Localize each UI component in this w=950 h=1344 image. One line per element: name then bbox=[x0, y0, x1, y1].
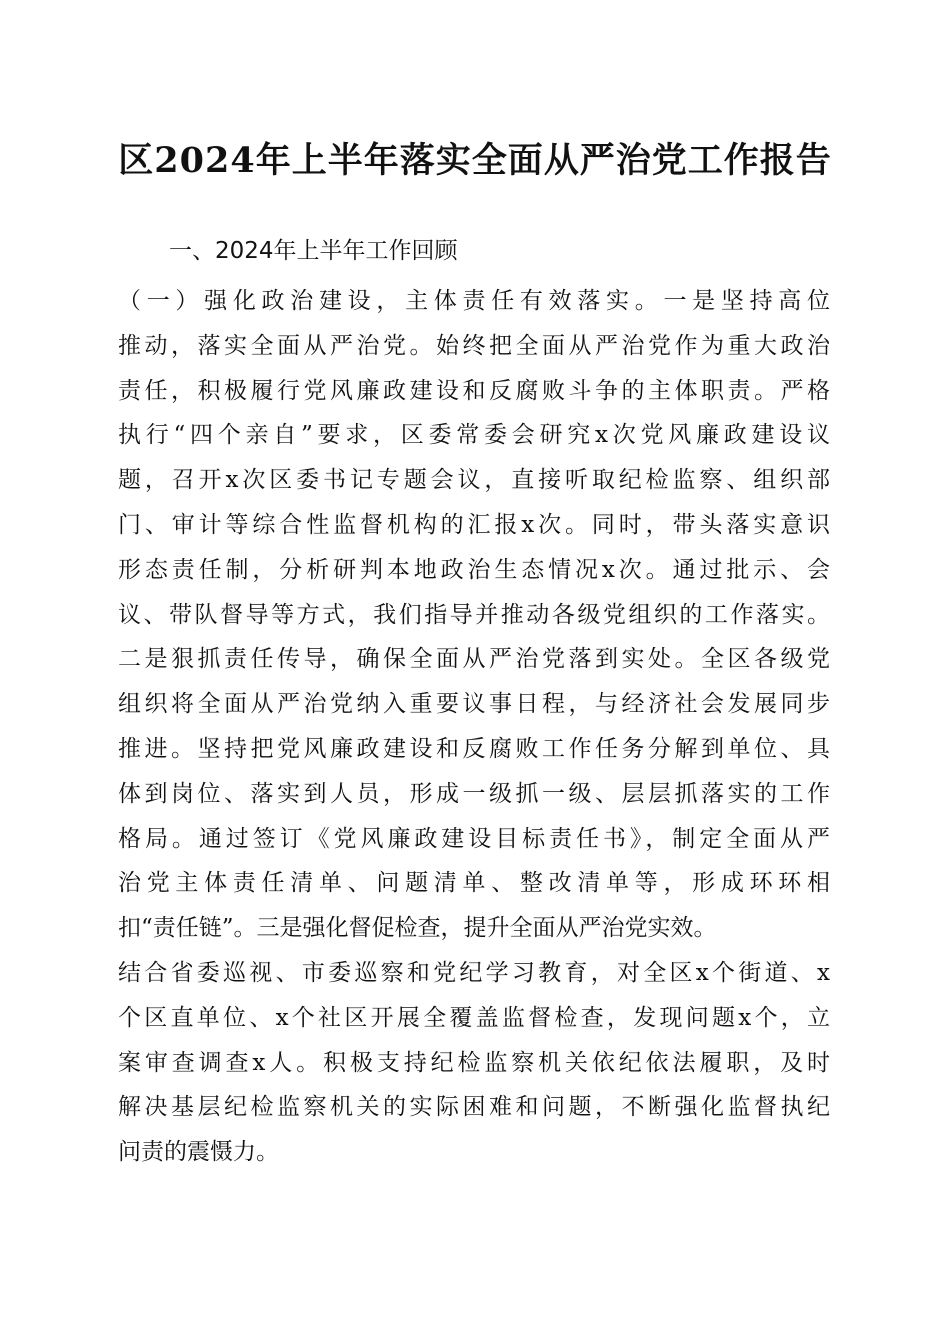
paragraph-line: 议、带队督导等方式，我们指导并推动各级党组织的工作落实。 bbox=[118, 601, 830, 628]
section-heading: 一、2024年上半年工作回顾 bbox=[169, 238, 458, 264]
paragraph-line: 责任，积极履行党风廉政建设和反腐败斗争的主体职责。严格 bbox=[118, 377, 830, 404]
paragraph-line: 推进。坚持把党风廉政建设和反腐败工作任务分解到单位、具 bbox=[118, 735, 830, 762]
paragraph-line: 扣“责任链”。三是强化督促检查，提升全面从严治党实效。 bbox=[118, 915, 717, 942]
paragraph-line: 形态责任制，分析研判本地政治生态情况x次。通过批示、会 bbox=[118, 556, 830, 583]
paragraph-line: 结合省委巡视、市委巡察和党纪学习教育，对全区x个街道、x bbox=[118, 959, 830, 986]
paragraph-line: 问责的震慑力。 bbox=[118, 1139, 279, 1166]
paragraph-line: 执行“四个亲自”要求，区委常委会研究x次党风廉政建设议 bbox=[118, 422, 830, 449]
body-paragraph bbox=[118, 279, 830, 1175]
paragraph-line: 体到岗位、落实到人员，形成一级抓一级、层层抓落实的工作 bbox=[118, 780, 830, 807]
document-title: 区2024年上半年落实全面从严治党工作报告 bbox=[118, 140, 832, 181]
paragraph-line: 解决基层纪检监察机关的实际困难和问题，不断强化监督执纪 bbox=[118, 1094, 830, 1121]
paragraph-line: 格局。通过签订《党风廉政建设目标责任书》，制定全面从严 bbox=[118, 825, 830, 852]
paragraph-line: 治党主体责任清单、问题清单、整改清单等，形成环环相 bbox=[118, 870, 830, 897]
paragraph-line: （一）强化政治建设，主体责任有效落实。一是坚持高位 bbox=[118, 288, 830, 314]
paragraph-line: 个区直单位、x个社区开展全覆盖监督检查，发现问题x个，立 bbox=[118, 1004, 830, 1031]
paragraph-line: 推动，落实全面从严治党。始终把全面从严治党作为重大政治 bbox=[118, 332, 830, 359]
paragraph-line: 案审查调查x人。积极支持纪检监察机关依纪依法履职，及时 bbox=[118, 1049, 830, 1076]
paragraph-line: 二是狠抓责任传导，确保全面从严治党落到实处。全区各级党 bbox=[118, 646, 830, 673]
paragraph-line: 门、审计等综合性监督机构的汇报x次。同时，带头落实意识 bbox=[118, 511, 830, 538]
paragraph-line: 组织将全面从严治党纳入重要议事日程，与经济社会发展同步 bbox=[118, 691, 830, 718]
paragraph-line: 题，召开x次区委书记专题会议，直接听取纪检监察、组织部 bbox=[118, 467, 830, 494]
